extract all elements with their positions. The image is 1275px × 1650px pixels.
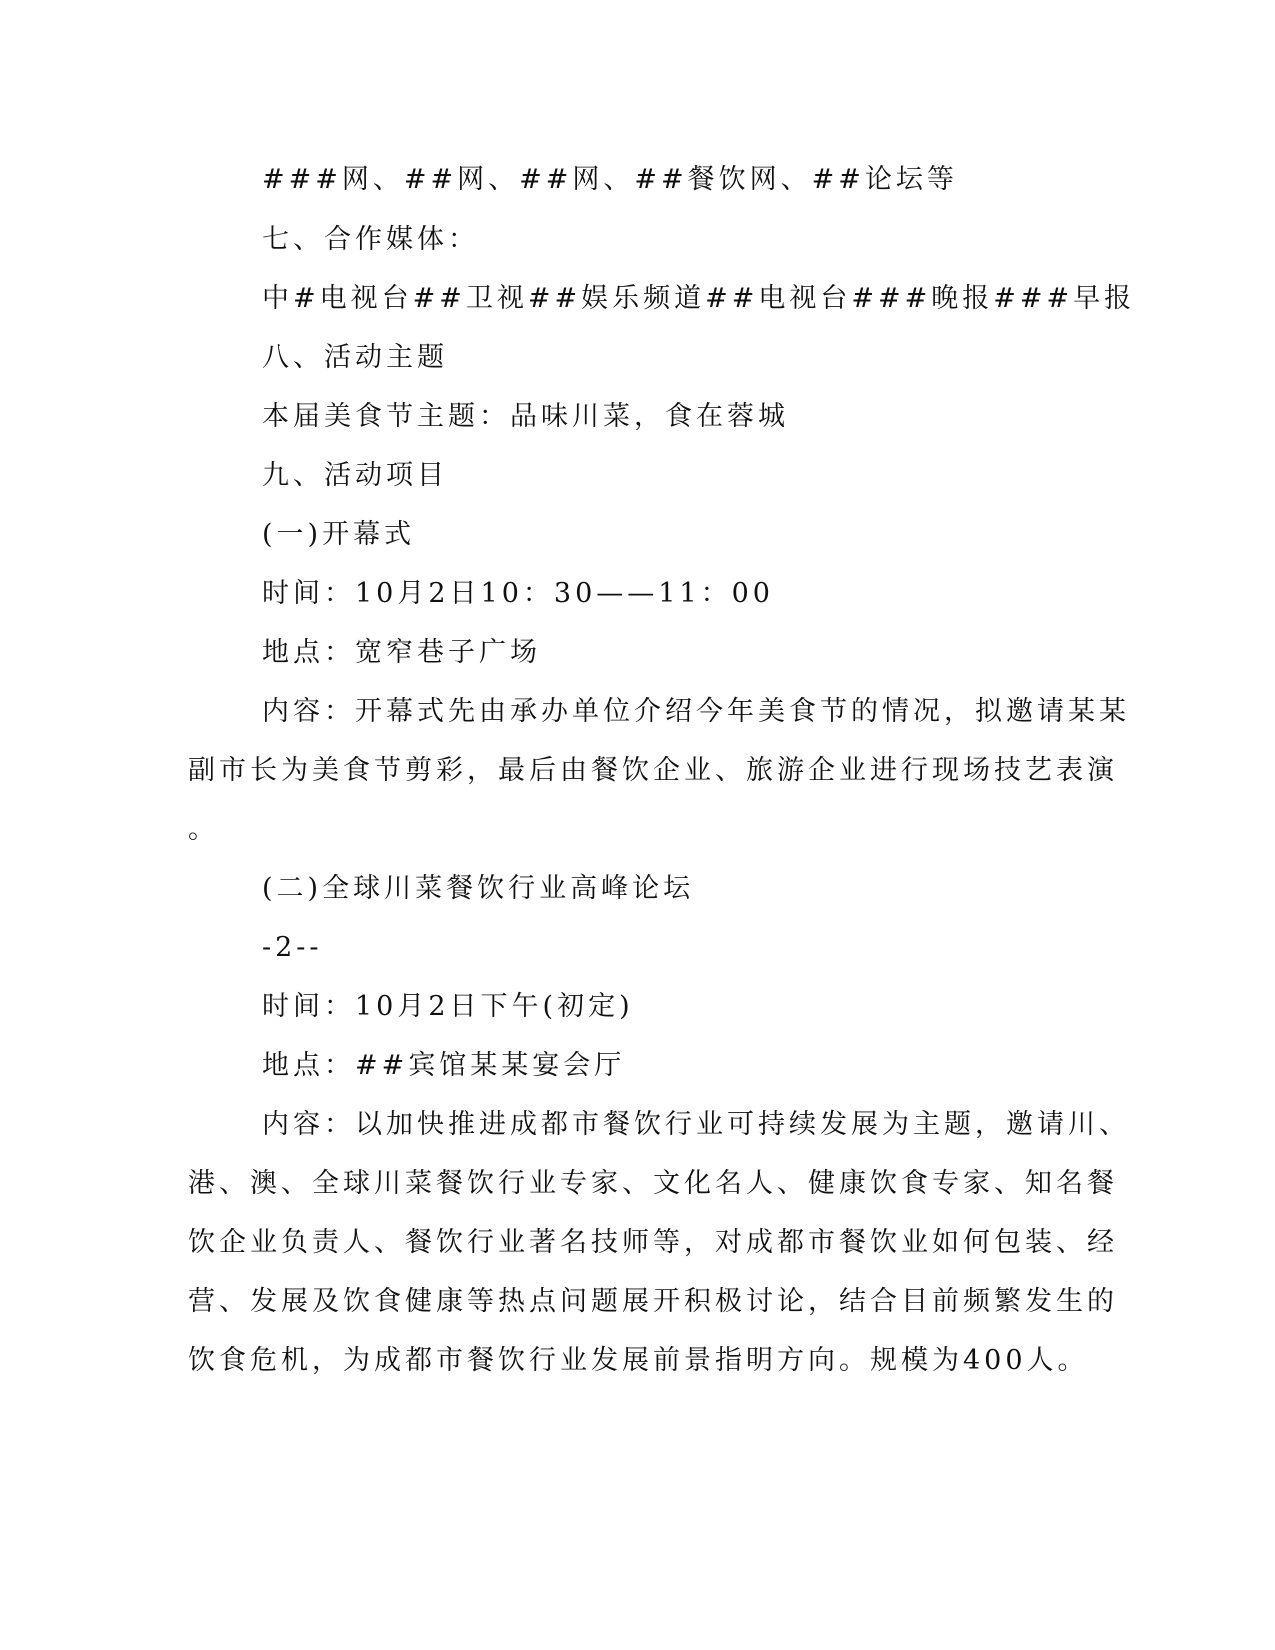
- text-line-forum-content-4: 营、发展及饮食健康等热点问题展开积极讨论，结合目前频繁发生的: [188, 1286, 1118, 1317]
- subheading-summit-forum: (二)全球川菜餐饮行业高峰论坛: [262, 873, 695, 904]
- text-line-opening-content-end: 。: [188, 814, 219, 845]
- text-line-forum-content-5: 饮食危机，为成都市餐饮行业发展前景指明方向。规模为400人。: [188, 1345, 1089, 1376]
- text-line-forum-location: 地点：##宾馆某某宴会厅: [262, 1050, 626, 1081]
- text-line-opening-location: 地点：宽窄巷子广场: [262, 637, 541, 668]
- heading-activity-theme: 八、活动主题: [262, 342, 448, 373]
- text-line-forum-time: 时间：10月2日下午(初定): [262, 991, 634, 1022]
- text-line-media-list: 中#电视台##卫视##娱乐频道##电视台###晚报###早报: [262, 283, 1136, 314]
- heading-cooperating-media: 七、合作媒体：: [262, 224, 479, 255]
- text-line-theme: 本届美食节主题：品味川菜，食在蓉城: [262, 401, 789, 432]
- text-line-opening-content: 内容：开幕式先由承办单位介绍今年美食节的情况，拟邀请某某: [262, 696, 1130, 727]
- text-line-forum-content: 内容：以加快推进成都市餐饮行业可持续发展为主题，邀请川、: [262, 1109, 1130, 1140]
- text-line-opening-time: 时间：10月2日10：30——11：00: [262, 578, 774, 609]
- text-line-websites: ###网、##网、##网、##餐饮网、##论坛等: [262, 164, 958, 195]
- subheading-opening-ceremony: (一)开幕式: [262, 519, 416, 550]
- text-line-forum-content-2: 港、澳、全球川菜餐饮行业专家、文化名人、健康饮食专家、知名餐: [188, 1168, 1118, 1199]
- heading-activity-items: 九、活动项目: [262, 460, 448, 491]
- page-number: -2--: [262, 932, 323, 963]
- text-line-forum-content-3: 饮企业负责人、餐饮行业著名技师等，对成都市餐饮业如何包装、经: [188, 1227, 1118, 1258]
- text-line-opening-content-cont: 副市长为美食节剪彩，最后由餐饮企业、旅游企业进行现场技艺表演: [188, 755, 1118, 786]
